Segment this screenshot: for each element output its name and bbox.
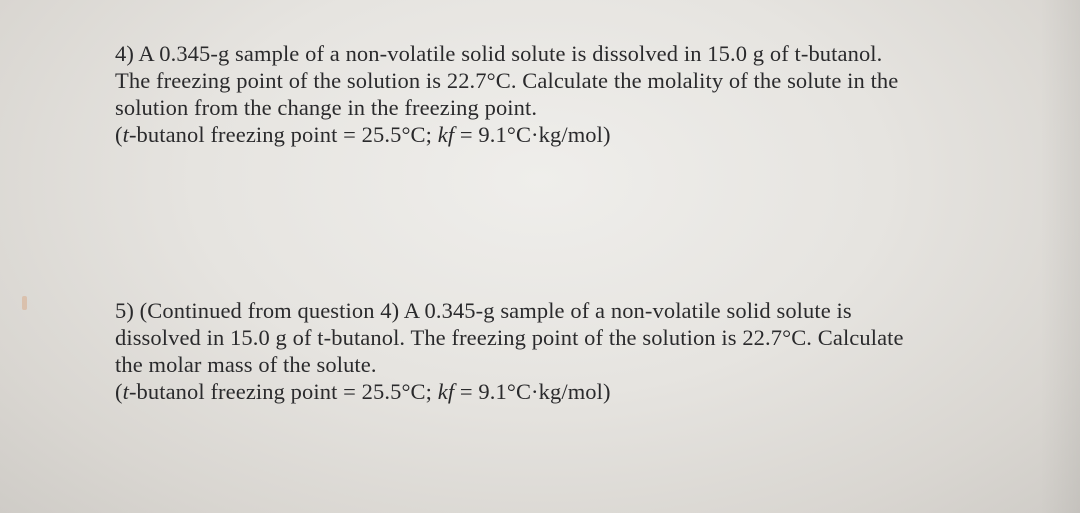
constants-kf-symbol: kf xyxy=(437,379,455,404)
constants-freezing-point: -butanol freezing point = 25.5°C; xyxy=(128,379,438,404)
constants-freezing-point: -butanol freezing point = 25.5°C; xyxy=(128,122,438,147)
question-5-line-1: 5) (Continued from question 4) A 0.345-g sample of a non-volatile solid solute is xyxy=(115,298,852,323)
question-4-line-2: The freezing point of the solution is 22.7°C. Calculate the molality of the solute in the xyxy=(115,68,899,93)
question-4-constants xyxy=(115,121,898,148)
constants-open-paren: ( xyxy=(115,379,123,404)
question-4-line-1: 4) A 0.345-g sample of a non-volatile solid solute is dissolved in 15.0 g of t-butanol. xyxy=(115,41,883,66)
constants-kf-value: = 9.1°C·kg/mol) xyxy=(454,122,611,147)
constants-kf-value: = 9.1°C·kg/mol) xyxy=(454,379,611,404)
question-4 xyxy=(115,40,898,148)
constants-kf-symbol: kf xyxy=(437,122,455,147)
paper-mark xyxy=(22,296,27,310)
question-5 xyxy=(115,297,904,405)
paper-shadow xyxy=(1040,0,1080,513)
constants-t-prefix: t xyxy=(122,379,129,404)
question-4-line-3: solution from the change in the freezing point. xyxy=(115,95,538,120)
constants-t-prefix: t xyxy=(122,122,129,147)
constants-open-paren: ( xyxy=(115,122,123,147)
question-5-constants xyxy=(115,378,904,405)
question-5-line-2: dissolved in 15.0 g of t-butanol. The freezing point of the solution is 22.7°C. Calculate xyxy=(115,325,904,350)
question-5-line-3: the molar mass of the solute. xyxy=(115,352,377,377)
